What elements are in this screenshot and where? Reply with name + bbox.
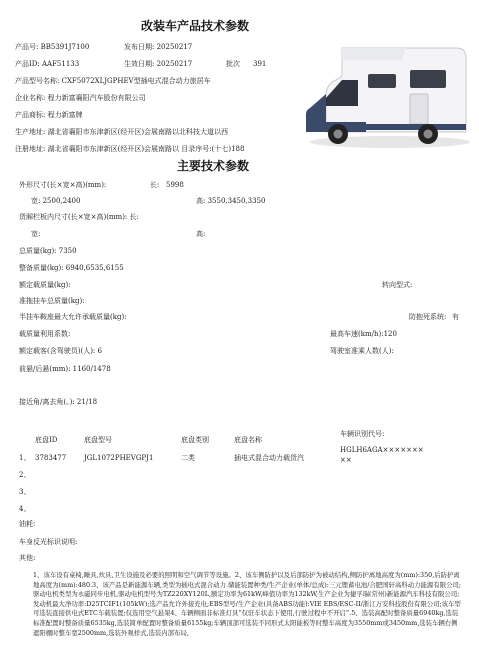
length-label: 长: bbox=[150, 181, 160, 189]
front-rear-overhang: 前悬/后悬(mm): 1160/1478 bbox=[19, 365, 111, 373]
trailer-mass: 准拖挂车总质量(kg): bbox=[19, 297, 85, 305]
other-label: 其他: bbox=[19, 554, 36, 562]
approach-departure-angle: 接近角/离去角(。): 21/18 bbox=[19, 398, 98, 406]
cargo-dimensions-label: 货厢栏板内尺寸(长×宽×高)(mm): 长: bbox=[19, 213, 139, 221]
chassis-row-number: 2、 bbox=[19, 471, 31, 479]
abs-value: 有 bbox=[452, 313, 459, 321]
vin-value: HGLH6AGA××××××× bbox=[340, 446, 424, 454]
saddle-load: 半挂车鞍座最大允许承载质量(kg): bbox=[19, 313, 127, 321]
total-mass: 总质量(kg): 7350 bbox=[19, 247, 77, 255]
reflective-marks: 车身反光标识说明: bbox=[19, 538, 78, 546]
chassis-row-model: JGL1072PHEVGPJ1 bbox=[84, 454, 154, 462]
cab-passengers: 驾驶室准乘人数(人): bbox=[330, 347, 394, 355]
vin-value-continued: ×× bbox=[340, 456, 352, 464]
chassis-header-id: 底盘ID bbox=[35, 436, 58, 444]
cargo-width-label: 宽: bbox=[31, 230, 41, 238]
release-date: 发布日期: 20250217 bbox=[124, 43, 193, 51]
specs-title: 主要技术参数 bbox=[177, 159, 250, 173]
batch-label: 批次 bbox=[226, 60, 240, 68]
production-address: 生产地址: 湖北省襄阳市东津新区(经开区)会展南路以北科技大道以西 bbox=[15, 128, 229, 136]
width-value: 宽: 2500,2400 bbox=[31, 197, 81, 205]
company-name: 企业名称: 程力新富襄阳汽车股份有限公司 bbox=[15, 94, 146, 102]
cargo-height-label: 高: bbox=[196, 230, 206, 238]
rated-load-mass: 额定载质量(kg): bbox=[19, 281, 71, 289]
rated-passengers: 额定载客(含驾驶员)(人): 6 bbox=[19, 347, 102, 355]
max-speed: 最高车速(km/h):120 bbox=[330, 330, 397, 338]
document-title: 改装车产品技术参数 bbox=[141, 19, 250, 33]
chassis-header-name: 底盘名称 bbox=[234, 436, 262, 444]
load-factor: 载质量利用系数: bbox=[19, 330, 71, 338]
steering-type: 转向型式: bbox=[382, 281, 413, 289]
chassis-header-category: 底盘类别 bbox=[181, 436, 209, 444]
chassis-header-model: 底盘型号 bbox=[84, 436, 112, 444]
registered-address: 注册地址: 湖北省襄阳市东津新区(经开区)会展南路以 目录序号:(十七)188 bbox=[15, 145, 245, 153]
product-number: 产品号: BB5391J7100 bbox=[15, 43, 90, 51]
chassis-row-name: 插电式混合动力载货汽 bbox=[234, 454, 304, 462]
chassis-row-number: 3、 bbox=[19, 488, 31, 496]
fuel-consumption: 油耗: bbox=[19, 520, 36, 528]
notes-paragraph: 1、该车设有桌椅,睡具,炊具,卫生设施及必要的照明和空气调节等设施。2、该车侧防护以及后部防护为被动结构,侧防护离地高度为(mm):350,后防护离地高度为(mm):480.3、该产品是新能源车辆,类型为插电式混合动力.储能装置种类/生产企业(单体/总成):三元锂蓄电池/合肥国轩高科动力能源有限公司;驱动电机类型为永磁同步电机,驱动电机型号为TZ220XY120L,额定功率为61kW,峰值功率为132kW,生产企业为捷孚瑞(常州)新能源汽车科技有限公司;发动机最大净功率:D25TCIF1(105kW);选产品允许外接充电;EBS型号/生产企业(具备ABS功能):VIE EBS/ESC-II/浙江万安科技股份有限公司;该车型可选装直接供电式ETC车载装置;仅选用空气悬架4、车辆侧面非标准灯具“仅驻车状态下使用,行驶过程中不开启”.5、选装高配时整备质量6940kg,选装标准配置时整备质量6535kg,选装简单配置时整备质量6155kg;车辆顶部可选装不同形式太阳能板等时整车高度为3550mm或3450mm,选装车辆右侧遮阳棚时整车宽2500mm,选装外观样式,选装内部布局, bbox=[33, 571, 462, 637]
chassis-row-category: 二类 bbox=[181, 454, 195, 462]
overall-dimensions-label: 外形尺寸(长×宽×高)(mm): bbox=[19, 181, 107, 189]
product-id: 产品ID: AAF51133 bbox=[15, 60, 80, 68]
curb-mass: 整备质量(kg): 6940,6535,6155 bbox=[19, 264, 124, 272]
vin-label: 车辆识别代号: bbox=[340, 430, 385, 438]
motorhome-icon bbox=[306, 36, 470, 152]
effective-date: 生效日期: 20250217 bbox=[124, 60, 193, 68]
height-value: 高: 3550,3450,3350 bbox=[196, 197, 266, 205]
chassis-row-id: 3783477 bbox=[35, 454, 67, 462]
length-value: 5998 bbox=[166, 181, 184, 189]
product-model: 产品型号名称: CXF5072XLJGPHEV型插电式混合动力旅居车 bbox=[15, 77, 211, 85]
abs-label: 防抱死系统: bbox=[409, 313, 447, 321]
chassis-row-number: 1、 bbox=[19, 454, 31, 462]
batch-value: 391 bbox=[253, 60, 267, 68]
chassis-row-number: 4、 bbox=[19, 505, 31, 513]
product-brand: 产品商标: 程力新富牌 bbox=[15, 111, 83, 119]
